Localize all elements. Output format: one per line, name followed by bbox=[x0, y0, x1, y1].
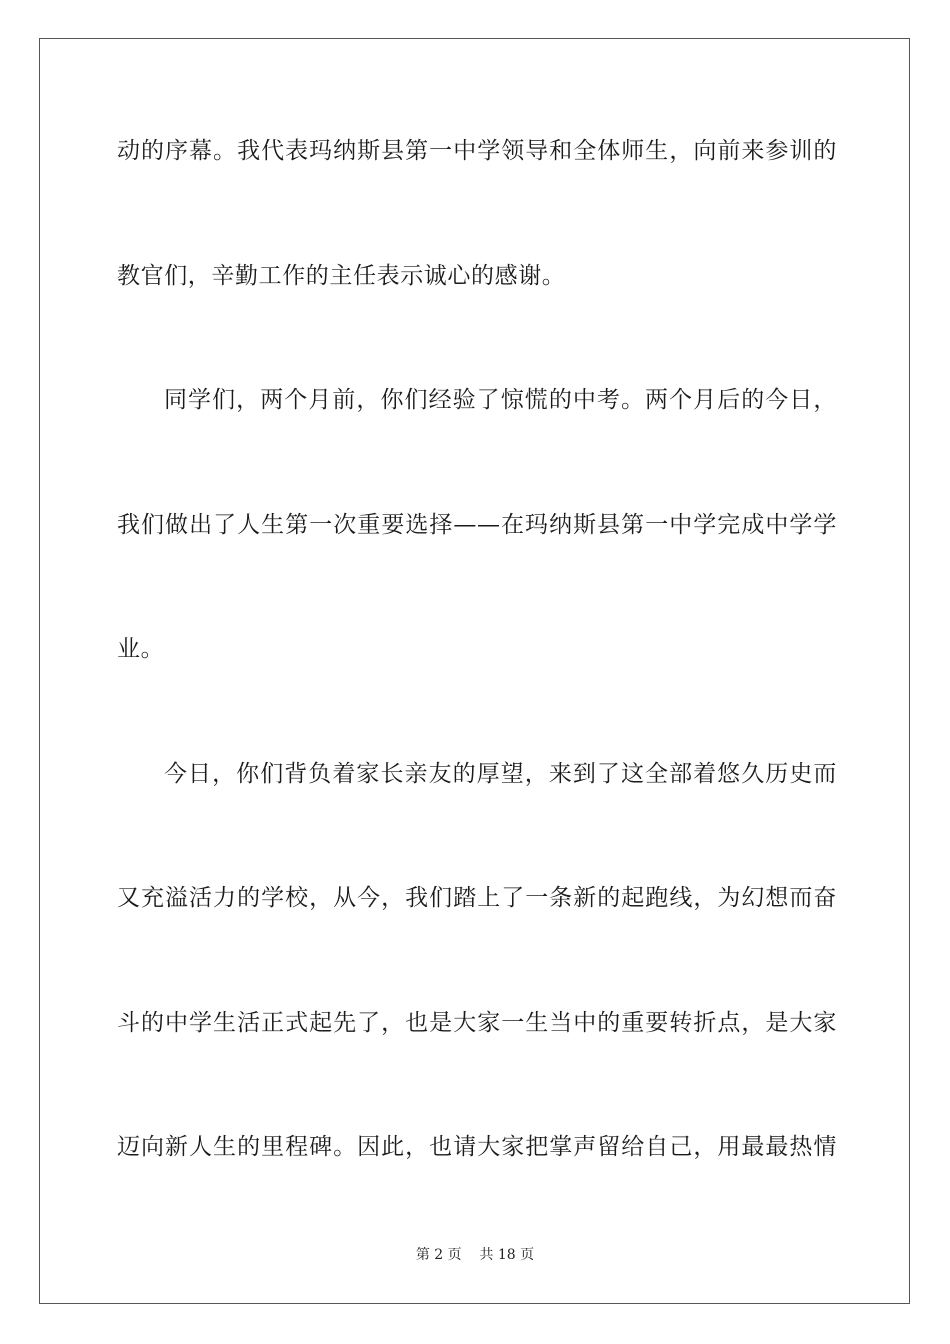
paragraph-line: 又充溢活力的学校，从今，我们踏上了一条新的起跑线，为幻想而奋 bbox=[117, 885, 837, 911]
paragraph-line: 动的序幕。我代表玛纳斯县第一中学领导和全体师生，向前来参训的 bbox=[117, 138, 837, 164]
paragraph-line: 迈向新人生的里程碑。因此，也请大家把掌声留给自己，用最最热情 bbox=[117, 1134, 837, 1160]
page-total: 共 18 页 bbox=[479, 1247, 535, 1263]
page-footer bbox=[0, 1246, 950, 1264]
page-border bbox=[39, 38, 910, 1304]
page-number: 第 2 页 bbox=[415, 1247, 462, 1263]
paragraph-line: 同学们，两个月前，你们经验了惊慌的中考。两个月后的今日， bbox=[164, 387, 837, 413]
paragraph-line: 今日，你们背负着家长亲友的厚望，来到了这全部着悠久历史而 bbox=[164, 761, 837, 787]
paragraph-line: 业。 bbox=[117, 636, 165, 662]
paragraph-line: 斗的中学生活正式起先了，也是大家一生当中的重要转折点，是大家 bbox=[117, 1010, 837, 1036]
paragraph-line: 教官们，辛勤工作的主任表示诚心的感谢。 bbox=[117, 263, 566, 289]
paragraph-line: 我们做出了人生第一次重要选择——在玛纳斯县第一中学完成中学学 bbox=[117, 512, 837, 538]
